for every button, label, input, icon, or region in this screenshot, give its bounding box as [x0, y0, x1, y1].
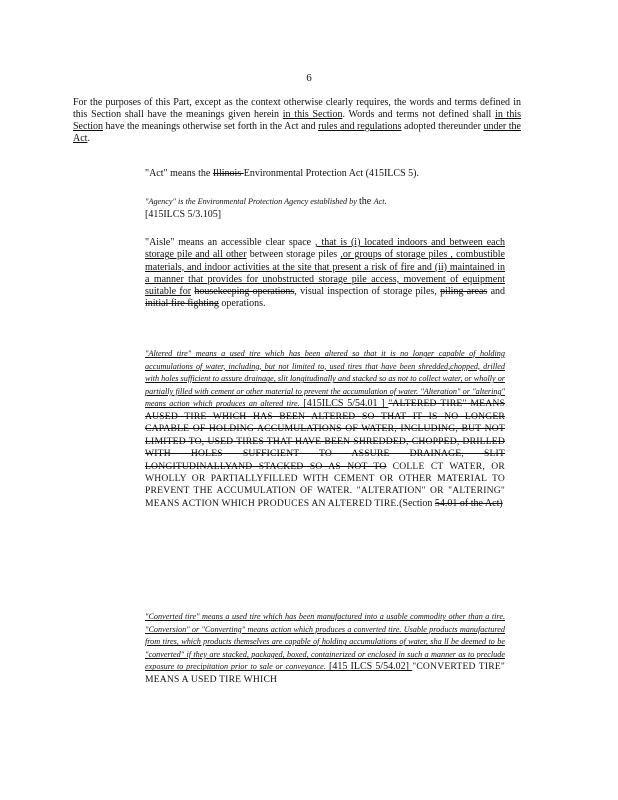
intro-text: . Words and terms not defined shall: [342, 109, 496, 120]
inserted-text: , that is (i) located indoors and between each storage pile and all other: [145, 237, 506, 261]
definition-text: "Aisle" means an accessible clear space: [145, 237, 316, 248]
deleted-text: "ALTERED TIRE" MEANS AUSED TIRE WHICH HAS BEEN ALTERED SO THAT IT IS NO LONGER CAPABLE OF HOLDING ACCUMULATIONS OF WATER, INCLUDING, BUT NOT LIMITED TO, USED TIRES THAT HAVE BEEN SHREDDED, CHOPPED, DRILLED WITH HOLES SUFFICIENT TO ASSURE DRAINAGE, SLIT LONGITUDINALLYAND STACKED SO AS NOT TO: [145, 398, 505, 472]
citation: [415 ILCS 5/54.02]: [325, 661, 413, 673]
page-number: 6: [306, 72, 312, 84]
inserted-text: in this Section: [282, 109, 343, 120]
inserted-statutory-text: "Altered tire" means a used tire which has been altered so that it is no longer capable of holding accumulations of water, including, but not limited to, used tires that have been shredded,chopped, drilled with holes sufficient to assure drainage, slit longitudinally and stacked so as not to collect water, or wholly or partially filled with cement or other material to prevent the accumulation of water. "Alteration" or "altering" means action which produces an altered tire.: [145, 349, 505, 409]
definition-text: the: [358, 196, 372, 207]
agency-definition: [145, 196, 505, 221]
section-reference: (Section: [399, 497, 435, 509]
inserted-text: ,or groups of storage piles , combustible materials, and indoor activities at the site that present a risk of fire and (ii) maintained in a manner that provides for unobstructed storage pile access, movement of equipment suitable for: [145, 249, 505, 298]
deleted-text: Illinois: [212, 168, 244, 179]
definition-text: COLLE CT WATER, OR WHOLLY OR PARTIALLYFILLED WITH CEMENT OR OTHER MATERIAL TO PREVENT THE ACCUMULATION OF WATER. "ALTERATION" OR "ALTERING" MEANS ACTION WHICH PRODUCES AN ALTERED TIRE.: [145, 460, 505, 509]
definition-text: Environmental Protection Act (415ILCS 5).: [243, 168, 419, 179]
intro-text: have the meanings otherwise set forth in the Act and: [103, 121, 319, 132]
inserted-text: rules and regulations: [318, 121, 402, 132]
deleted-text: piling areas: [440, 286, 488, 298]
aisle-definition: [145, 237, 505, 311]
inserted-text: in this Section: [73, 109, 522, 132]
act-definition: [145, 168, 505, 180]
intro-text: .: [87, 133, 90, 144]
deleted-text: housekeeping operations: [194, 286, 295, 298]
definition-text: "Act" means the: [145, 168, 213, 179]
inserted-statutory-text: "Converted tire" means a used tire which has been manufactured into a usable commodity other than a tire. "Conversion" or "Converting" means action which produces a converted tire. Usable products manufactured from tires, which products themselves are capable of holding accumulations of water, sha ll be deemed to be "converted" if they are stacked, packaged, boxed, containerized or enclosed in such a manner as to preclude exposure to precipitation prior to sale or conveyance.: [145, 612, 505, 672]
converted-tire-definition: [145, 611, 505, 686]
intro-paragraph: [73, 97, 521, 145]
definition-text: , visual inspection of storage piles,: [294, 286, 441, 298]
deleted-text: 54.01 of the Act): [434, 497, 503, 509]
definition-text: and: [487, 286, 506, 298]
statutory-text: "Agency" is the Environmental Protection Agency established by: [145, 197, 359, 206]
statutory-text: Act.: [373, 197, 387, 206]
intro-text: adopted thereunder: [401, 121, 484, 132]
intro-text: For the purposes of this Part, except as the context otherwise clearly requires, the words and terms defined in this Section shall have the meanings given herein: [73, 97, 521, 120]
definition-text: operations.: [218, 298, 266, 310]
citation: [415ILCS 5/54.01 ]: [299, 398, 389, 410]
altered-tire-definition: [145, 348, 505, 510]
citation: [415ILCS 5/3.105]: [145, 208, 222, 220]
definition-text: between storage piles: [246, 249, 341, 261]
definition-text: "CONVERTED TIRE" MEANS A USED TIRE WHICH: [145, 661, 506, 685]
inserted-text: under the Act: [73, 121, 521, 144]
deleted-text: initial fire fighting: [145, 298, 219, 310]
